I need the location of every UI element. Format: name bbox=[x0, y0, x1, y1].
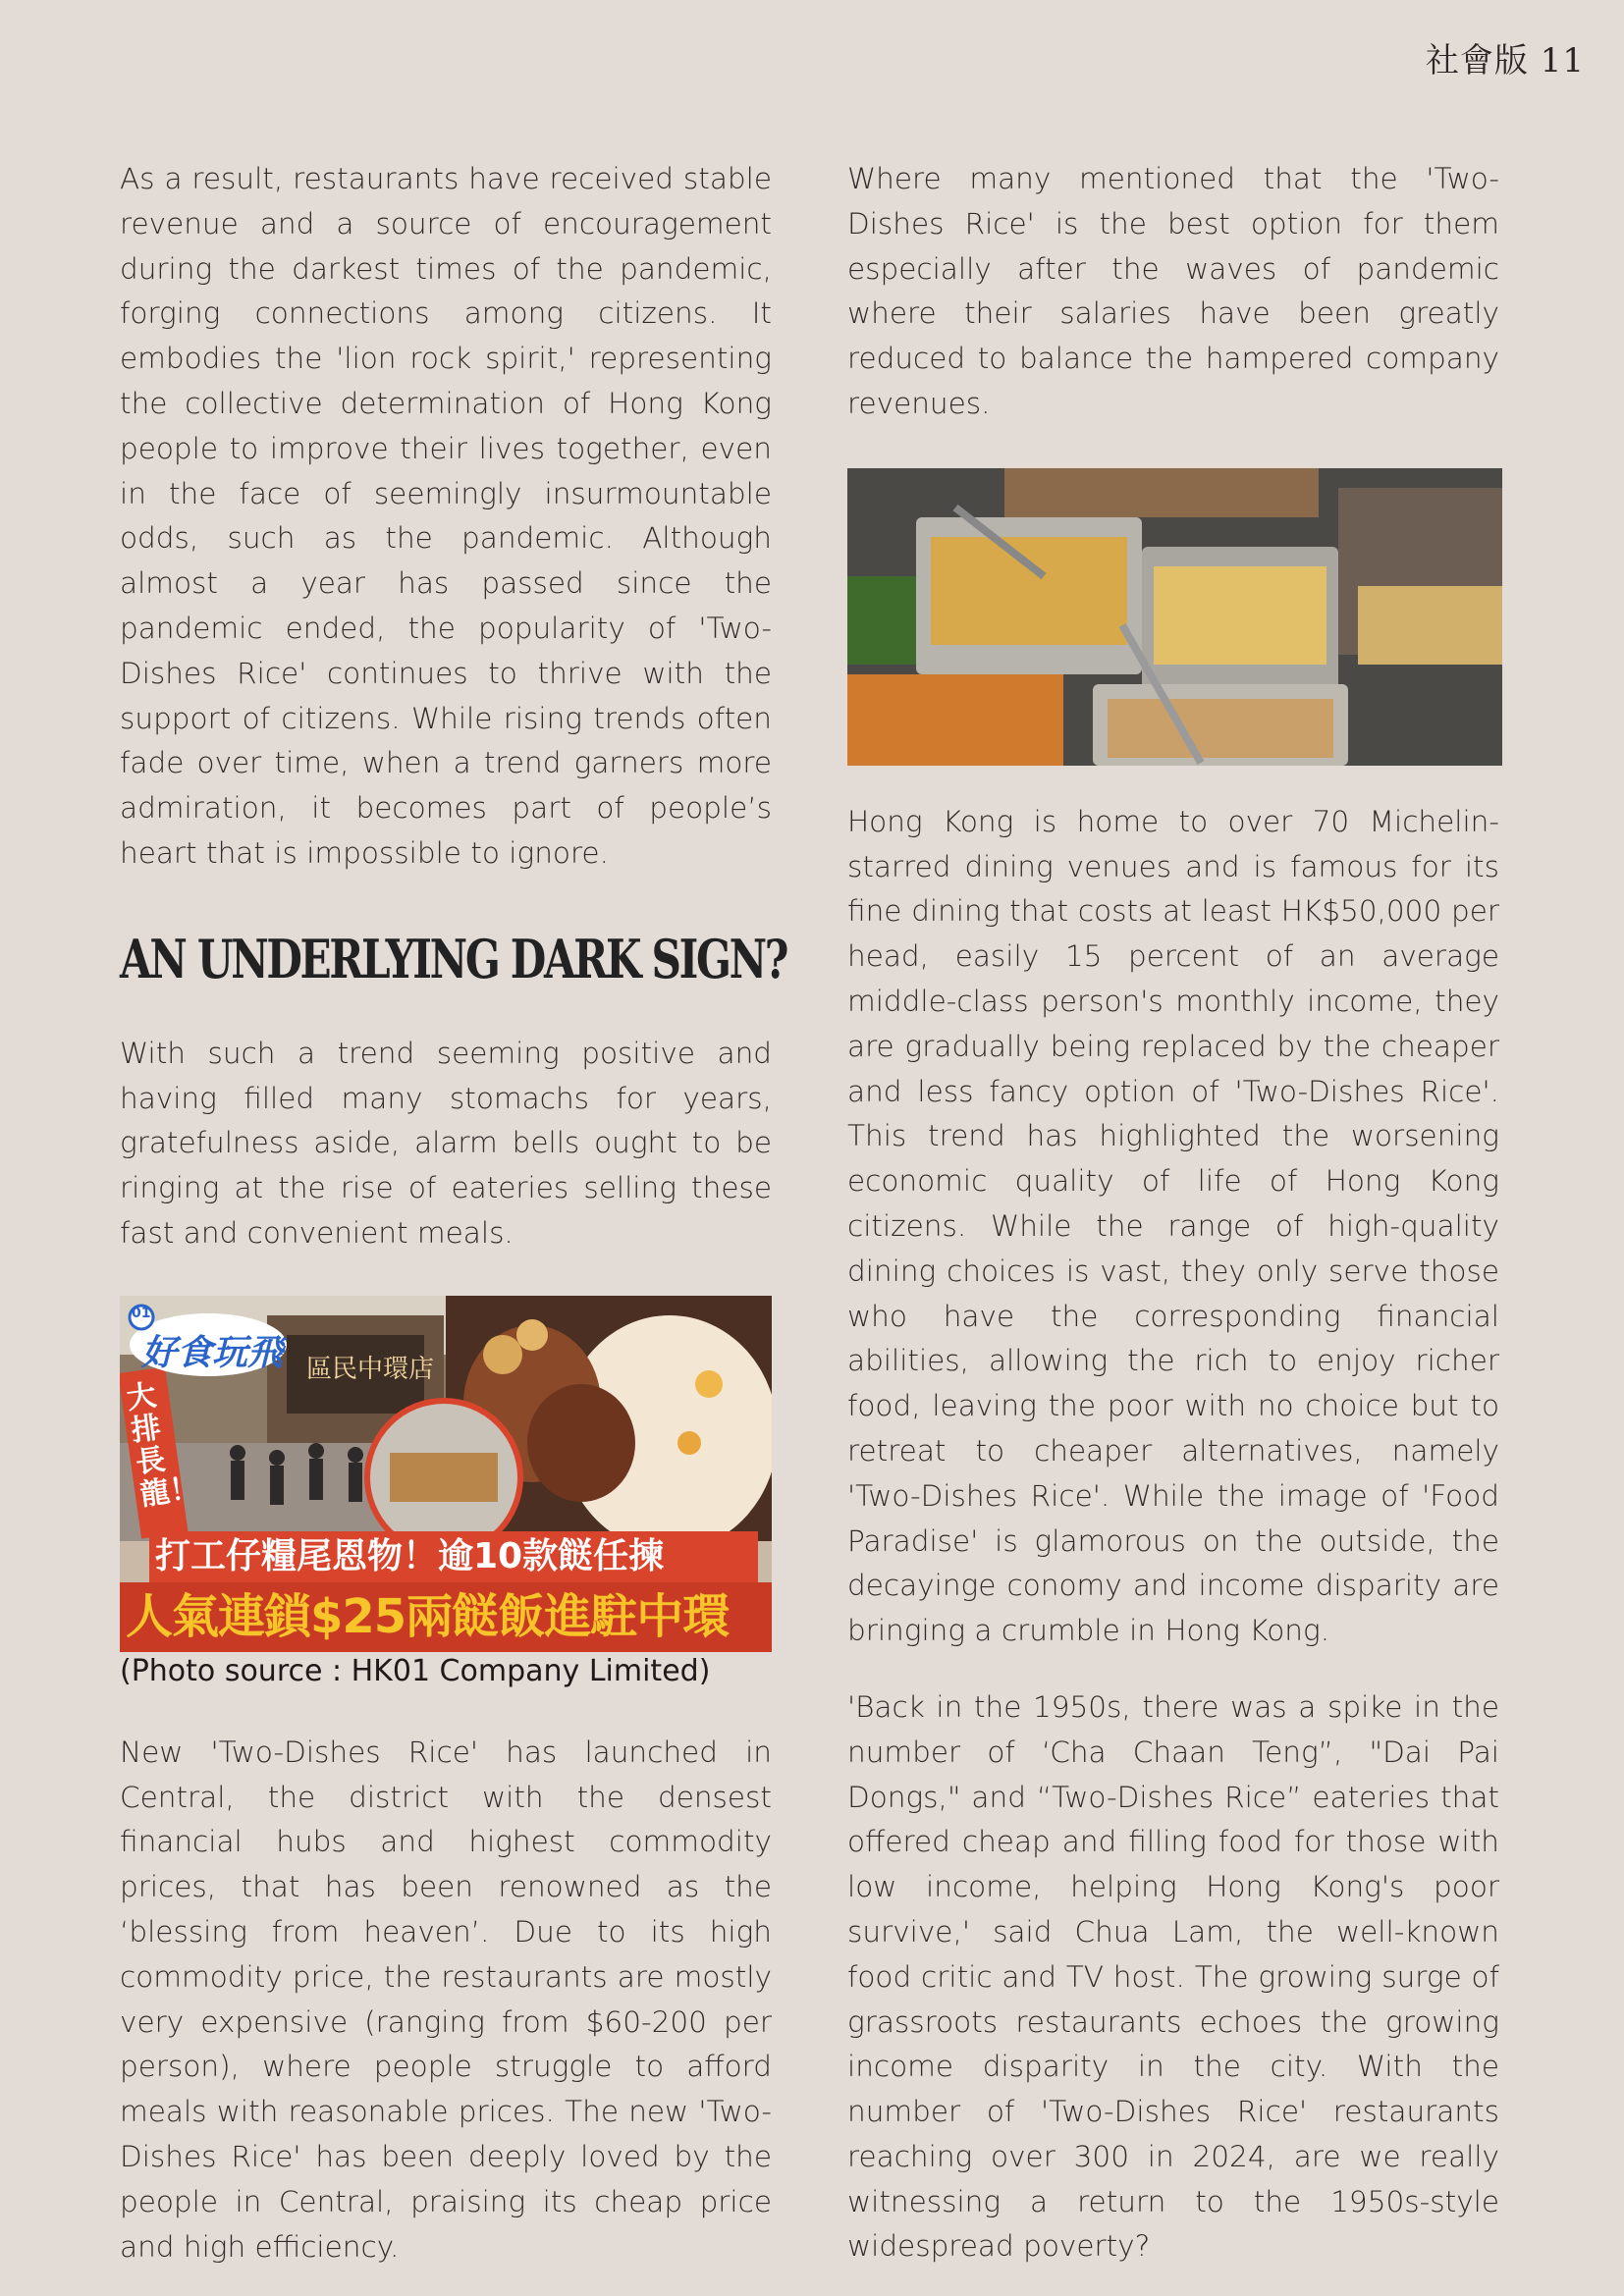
video-thumbnail-photo bbox=[120, 1296, 772, 1652]
thumbnail-headline-1: 打工仔糧尾恩物！逾10款餸任揀 bbox=[155, 1535, 665, 1576]
thumbnail-headline-2: 人氣連鎖$25兩餸飯進駐中環 bbox=[126, 1588, 730, 1644]
buffet-photo bbox=[847, 468, 1502, 766]
thumbnail-logo: 好食玩飛 bbox=[141, 1332, 284, 1373]
body-paragraph: Hong Kong is home to over 70 Michelin-starred dining venues and is famous for its fine dining that costs at least HK$50,000 per head, easily 15 percent of an average middle-class person's monthly income, they are gradually being replaced by the cheaper and less fancy option of 'Two-Dishes Rice'. This trend has highlighted the worsening economic quality of life of Hong Kong citizens. While the range of high-quality dining choices is vast, they only serve those who have the corresponding financial abilities, allowing the rich to enjoy richer food, leaving the poor with no choice but to retreat to cheaper alternatives, namely 'Two-Dishes Rice'. While the image of 'Food Paradise' is glamorous on the outside, the decayinge conomy and income disparity are bringing a crumble in Hong Kong. bbox=[847, 804, 1499, 1648]
body-paragraph: New 'Two-Dishes Rice' has launched in Central, the district with the densest financial hubs and highest commodity prices, that has been renowned as the ‘blessing from heaven’. Due to its high commodity price, the restaurants are mostly very expensive (ranging from $60-200 per person), where people struggle to afford meals with reasonable prices. The new 'Two-Dishes Rice' has been deeply loved by the people in Central, praising its cheap price and high efficiency. bbox=[120, 1735, 772, 2264]
thumbnail-side-banner: 大排長龍！ bbox=[124, 1377, 201, 1513]
right-column bbox=[847, 157, 1499, 2269]
photo-caption: (Photo source : HK01 Company Limited) bbox=[120, 1653, 711, 1688]
page-number: 社會版 11 bbox=[1425, 41, 1585, 80]
body-paragraph: 'Back in the 1950s, there was a spike in the number of ‘Cha Chaan Teng”, "Dai Pai Dongs," and “Two-Dishes Rice” eateries that offered cheap and filling food for those with low income, helping Hong Kong's poor survive,' said Chua Lam, the well-known food critic and TV host. The growing surge of grassroots restaurants echoes the growing income disparity in the city. With the number of 'Two-Dishes Rice' restaurants reaching over 300 in 2024, are we really witnessing a return to the 1950s-style widespread poverty? bbox=[847, 1689, 1499, 2264]
body-paragraph: Where many mentioned that the 'Two-Dishes Rice' is the best option for them especially after the waves of pandemic where their salaries have been greatly reduced to balance the hampered company revenues. bbox=[847, 162, 1499, 420]
body-paragraph: With such a trend seeming positive and having filled many stomachs for years, gratefulness aside, alarm bells ought to be ringing at the rise of eateries selling these fast and convenient meals. bbox=[120, 1036, 772, 1250]
left-column bbox=[120, 157, 787, 2269]
body-paragraph: As a result, restaurants have received stable revenue and a source of encouragement during the darkest times of the pandemic, forging connections among citizens. It embodies the 'lion rock spirit,' representing the collective determination of Hong Kong people to improve their lives together, even in the face of seemingly insurmountable odds, such as the pandemic. Although almost a year has passed since the pandemic ended, the popularity of 'Two-Dishes Rice' continues to thrive with the support of citizens. While rising trends often fade over time, when a trend garners more admiration, it becomes part of people’s heart that is impossible to ignore. bbox=[120, 162, 772, 870]
section-heading: AN UNDERLYING DARK SIGN? bbox=[120, 927, 787, 990]
thumbnail-shop-sign: 區民中環店 bbox=[306, 1354, 435, 1384]
thumbnail-logo-badge: 01 bbox=[132, 1305, 151, 1321]
